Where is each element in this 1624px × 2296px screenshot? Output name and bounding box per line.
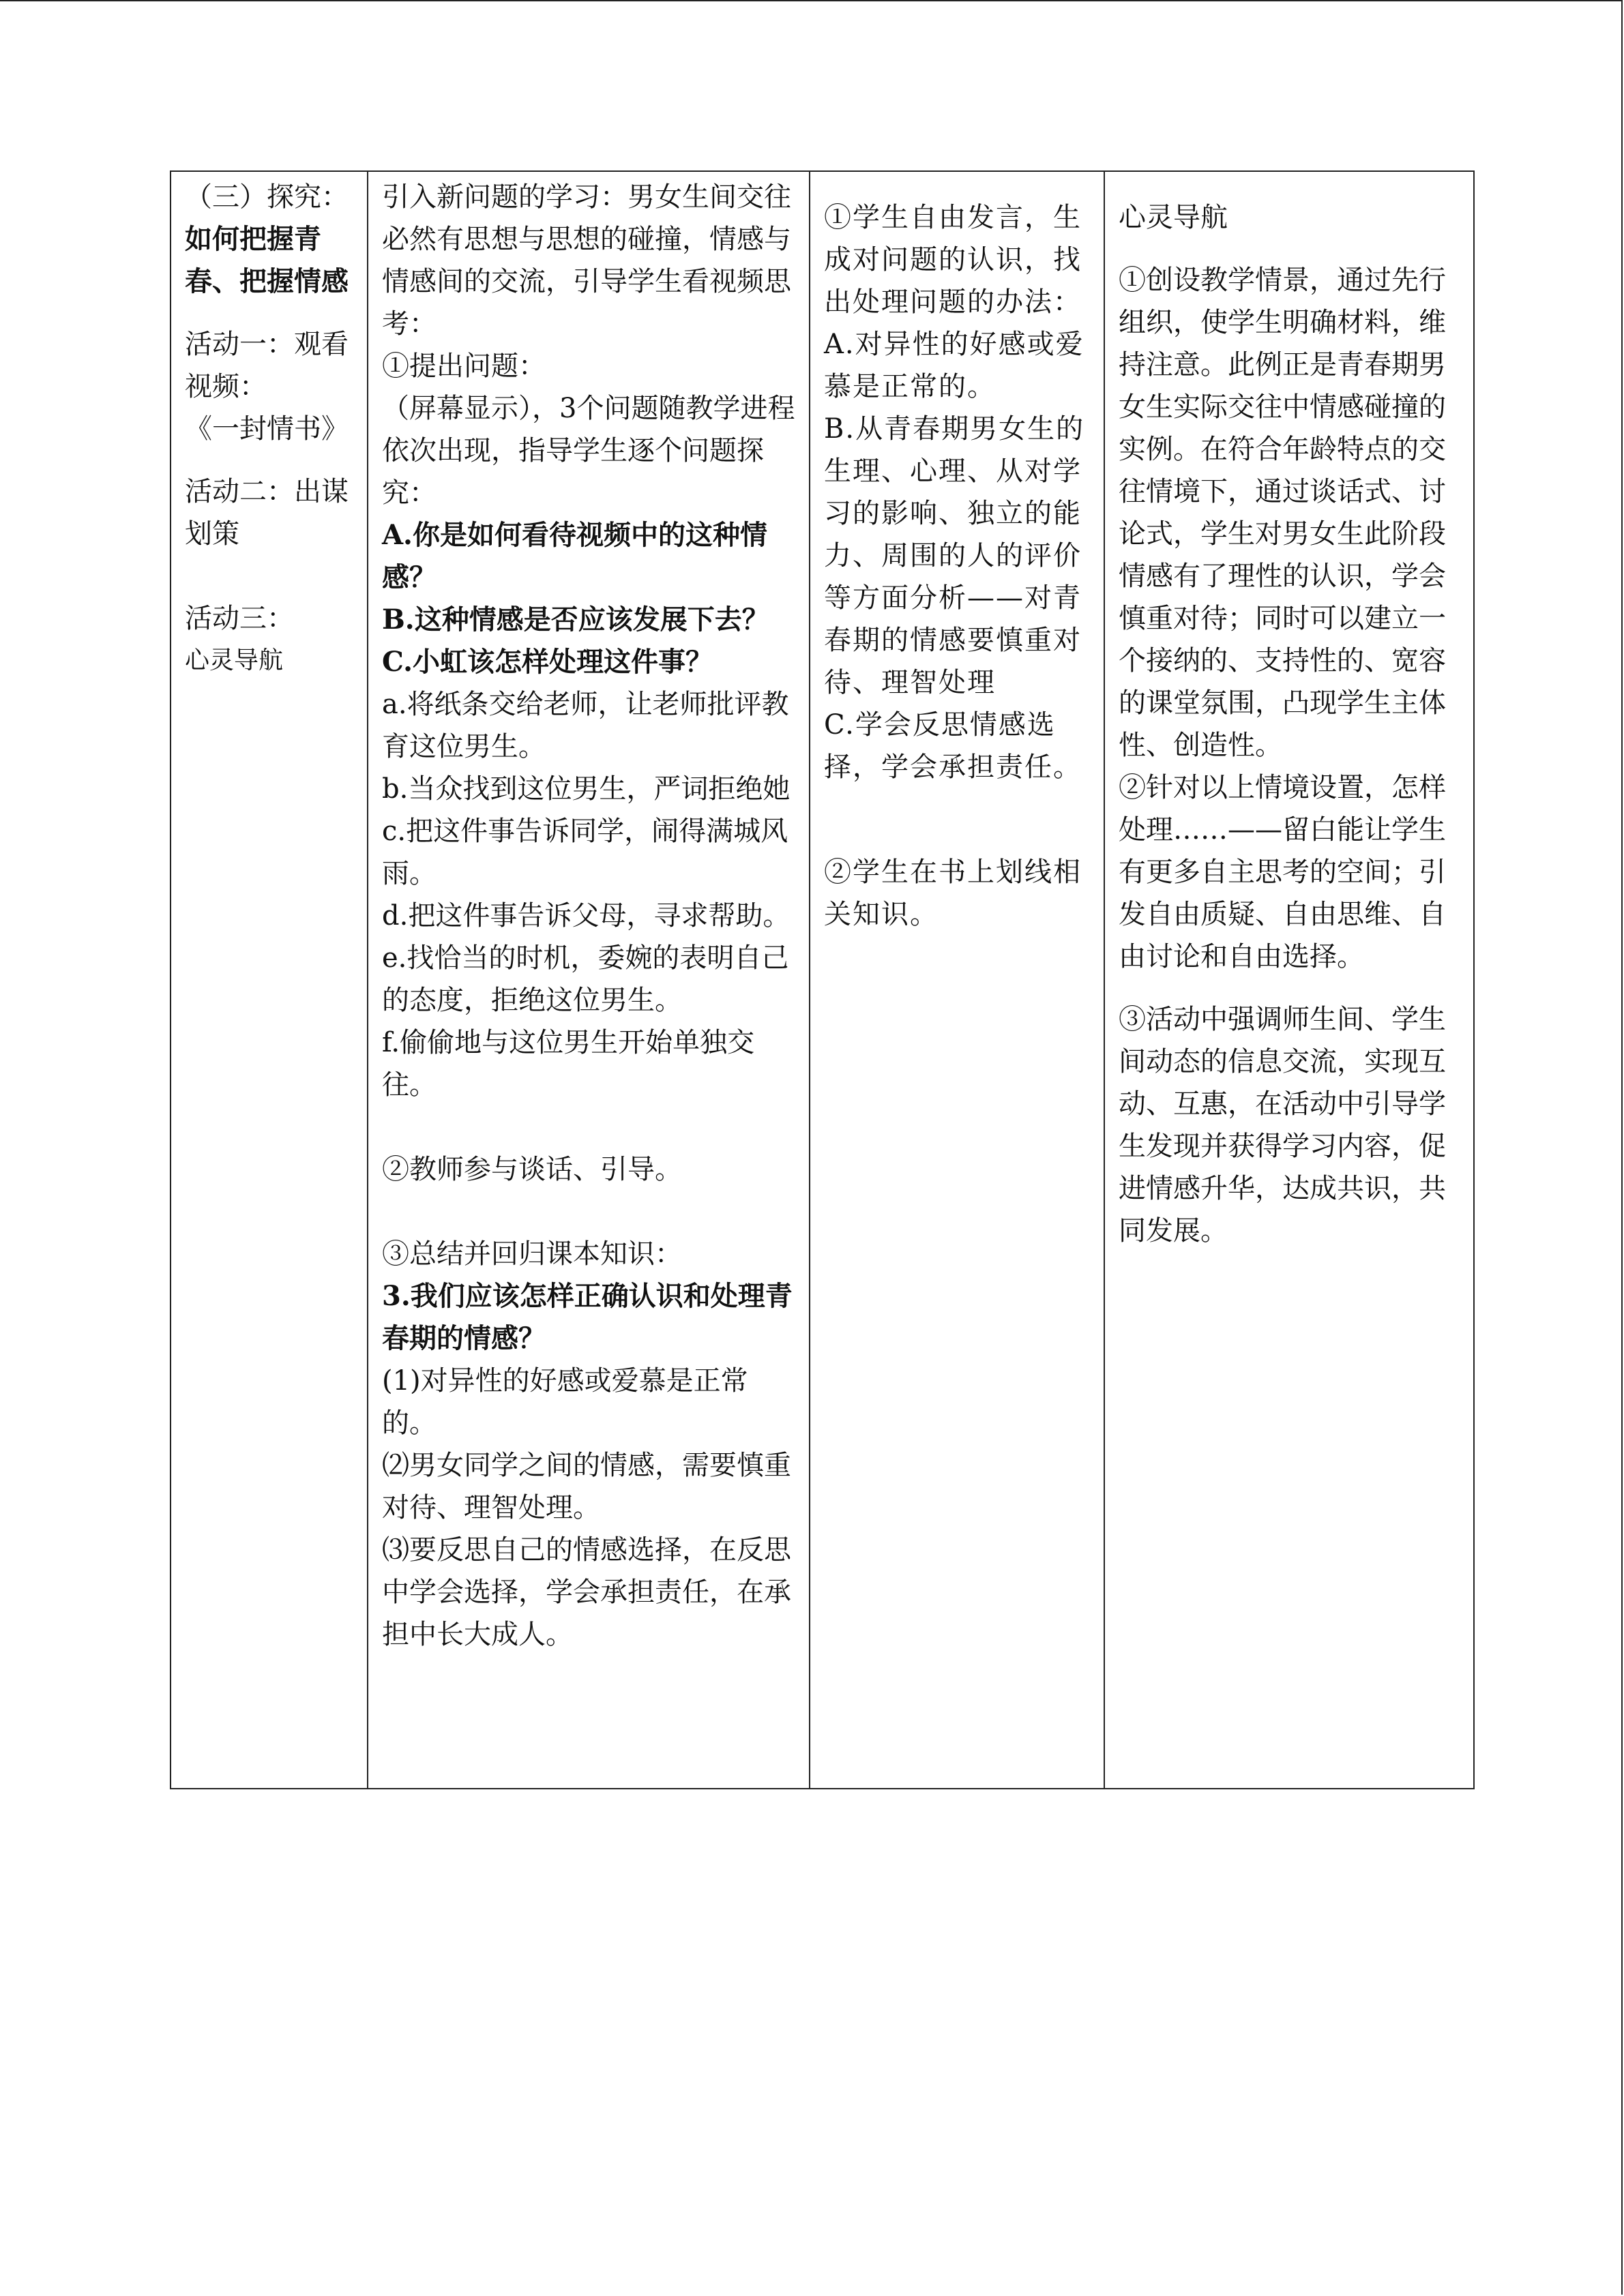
student-activity-column	[810, 171, 1104, 1789]
activity-one-label: 活动一：观看视频：	[185, 329, 349, 402]
design-para-one: ①创设教学情景，通过先行组织，使学生明确材料，维持注意。此例正是青春期男女生实际交往中情感碰撞的实例。在符合年龄特点的交往情境下，通过谈话式、讨论式，学生对男女生此阶段情感有了理性的认识，学会慎重对待；同时可以建立一个接纳的、支持性的、宽容的课堂氛围，凸现学生主体性、创造性。	[1119, 265, 1446, 761]
question-three: 3.我们应该怎样正确认识和处理青春期的情感？	[382, 1280, 793, 1354]
step-two: ②教师参与谈话、引导。	[382, 1154, 682, 1185]
step-one: ①提出问题：	[382, 351, 546, 382]
option-c: c.把这件事告诉同学，闹得满城风雨。	[382, 816, 788, 889]
table-row	[171, 171, 1474, 1789]
design-intent-column	[1104, 171, 1474, 1789]
section-title-prefix: （三）探究：	[185, 181, 349, 213]
activity-three-label: 活动三：	[185, 603, 294, 634]
student-answer-a: A.对异性的好感或爱慕是正常的。	[824, 329, 1084, 402]
intro-text: 引入新问题的学习：男女生间交往必然有思想与思想的碰撞，情感与情感间的交流，引导学生看视频思考：	[382, 181, 791, 340]
option-e: e.找恰当的时机，委婉的表明自己的态度，拒绝这位男生。	[382, 942, 789, 1016]
point-two: ⑵男女同学之间的情感，需要慎重对待、理智处理。	[382, 1450, 791, 1523]
student-answer-b: B.从青春期男女生的生理、心理、从对学习的影响、独立的能力、周围的人的评价等方面分析——对青春期的情感要慎重对待、理智处理	[824, 413, 1085, 698]
question-a: A.你是如何看待视频中的这种情感？	[382, 519, 767, 593]
activity-two-label: 活动二：出谋划策	[185, 476, 349, 550]
step-one-desc: （屏幕显示），3个问题随教学进程依次出现，指导学生逐个问题探究：	[382, 393, 795, 509]
option-a: a.将纸条交给老师，让老师批评教育这位男生。	[382, 689, 789, 762]
option-d: d.把这件事告诉父母，寻求帮助。	[382, 900, 791, 931]
question-c: C.小虹该怎样处理这件事？	[382, 646, 713, 678]
activity-column	[171, 171, 368, 1789]
section-title	[185, 176, 353, 303]
question-b: B.这种情感是否应该发展下去？	[382, 603, 769, 636]
option-b: b.当众找到这位男生，严词拒绝她	[382, 773, 791, 805]
student-step-one: ①学生自由发言，生成对问题的认识，找出处理问题的办法：	[824, 202, 1082, 318]
design-para-three: ③活动中强调师生间、学生间动态的信息交流，实现互动、互惠，在活动中引导学生发现并获得学习内容，促进情感升华，达成共识，共同发展。	[1119, 1004, 1446, 1247]
design-heading: 心灵导航	[1119, 202, 1228, 233]
lesson-plan-table	[170, 170, 1475, 1789]
teacher-activity-column	[368, 171, 810, 1789]
section-title-topic: 如何把握青春、把握情感	[185, 224, 349, 297]
step-three: ③总结并回归课本知识：	[382, 1238, 682, 1270]
point-one: (1)对异性的好感或爱慕是正常的。	[382, 1365, 748, 1439]
design-para-two: ②针对以上情境设置，怎样处理……——留白能让学生有更多自主思考的空间；引发自由质疑、自由思维、自由讨论和自由选择。	[1119, 772, 1446, 972]
student-step-two: ②学生在书上划线相关知识。	[824, 856, 1082, 930]
option-f: f.偷偷地与这位男生开始单独交往。	[382, 1027, 755, 1101]
point-three: ⑶要反思自己的情感选择，在反思中学会选择，学会承担责任，在承担中长大成人。	[382, 1534, 791, 1650]
student-answer-c: C.学会反思情感选择，学会承担责任。	[824, 709, 1082, 783]
activity-three-title: 心灵导航	[185, 646, 284, 674]
activity-one-title: 《一封情书》	[185, 413, 349, 445]
